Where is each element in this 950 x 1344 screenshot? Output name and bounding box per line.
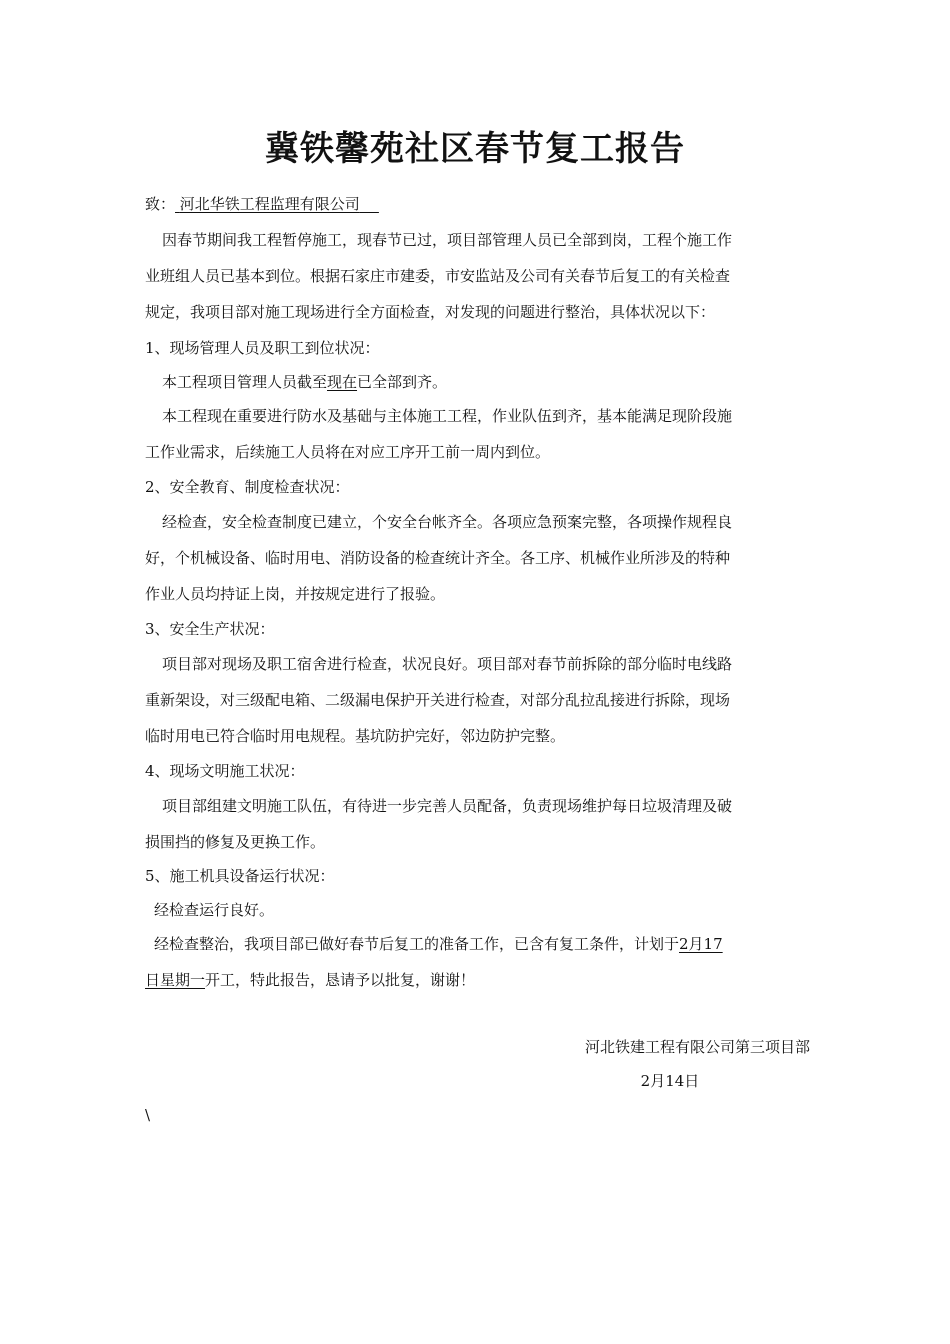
paragraph-line: 作业人员均持证上岗，并按规定进行了报验。 (145, 585, 446, 603)
section-heading: 4、现场文明施工状况： (145, 762, 305, 780)
paragraph-line: 经检查，安全检查制度已建立，个安全台帐齐全。各项应急预案完整，各项操作规程良 (162, 513, 733, 531)
section-heading: 3、安全生产状况： (145, 620, 275, 638)
section-heading: 5、施工机具设备运行状况： (145, 867, 335, 885)
intro-line: 业班组人员已基本到位。根据石家庄市建委，市安监站及公司有关春节后复工的有关检查 (145, 267, 731, 285)
section-heading: 2、安全教育、制度检查状况： (145, 478, 350, 496)
document-title: 冀铁馨苑社区春节复工报告 (265, 129, 685, 169)
recipient-line (145, 193, 810, 215)
intro-line: 因春节期间我工程暂停施工，现春节已过，项目部管理人员已全部到岗，工程个施工作 (162, 231, 733, 249)
section-heading: 1、现场管理人员及职工到位状况： (145, 339, 380, 357)
paragraph-line: 工作业需求，后续施工人员将在对应工序开工前一周内到位。 (145, 443, 551, 461)
paragraph-line: 经检查运行良好。 (154, 901, 275, 919)
recipient-prefix: 致： (145, 195, 176, 213)
paragraph-line: 临时用电已符合临时用电规程。基坑防护完好，邻边防护完整。 (145, 727, 566, 745)
paragraph-line: 本工程现在重要进行防水及基础与主体施工工程，作业队伍到齐，基本能满足现阶段施 (162, 407, 733, 425)
signature-date: 2月14日 (640, 1072, 700, 1090)
paragraph-line: 损围挡的修复及更换工作。 (145, 833, 326, 851)
stray-backslash-mark: \ (145, 1106, 151, 1124)
signature-organization: 河北铁建工程有限公司第三项目部 (584, 1038, 810, 1056)
paragraph-line: 项目部对现场及职工宿舍进行检查，状况良好。项目部对春节前拆除的部分临时电线路 (162, 655, 733, 673)
closing-line: 经检查整治，我项目部已做好春节后复工的准备工作，已含有复工条件，计划于2月17 (154, 935, 723, 953)
paragraph-line: 本工程项目管理人员截至现在已全部到齐。 (162, 373, 448, 391)
paragraph-line: 项目部组建文明施工队伍，有待进一步完善人员配备，负责现场维护每日垃圾清理及破 (162, 797, 733, 815)
paragraph-line: 重新架设，对三级配电箱、二级漏电保护开关进行检查，对部分乱拉乱接进行拆除，现场 (145, 691, 731, 709)
intro-line: 规定，我项目部对施工现场进行全方面检查，对发现的问题进行整治，具体状况以下： (145, 303, 716, 321)
paragraph-line: 好，个机械设备、临时用电、消防设备的检查统计齐全。各工序、机械作业所涉及的特种 (145, 549, 731, 567)
recipient-name: 河北华铁工程监理有限公司 (179, 195, 360, 213)
closing-line: 日星期一开工，特此报告，恳请予以批复，谢谢！ (145, 971, 476, 989)
